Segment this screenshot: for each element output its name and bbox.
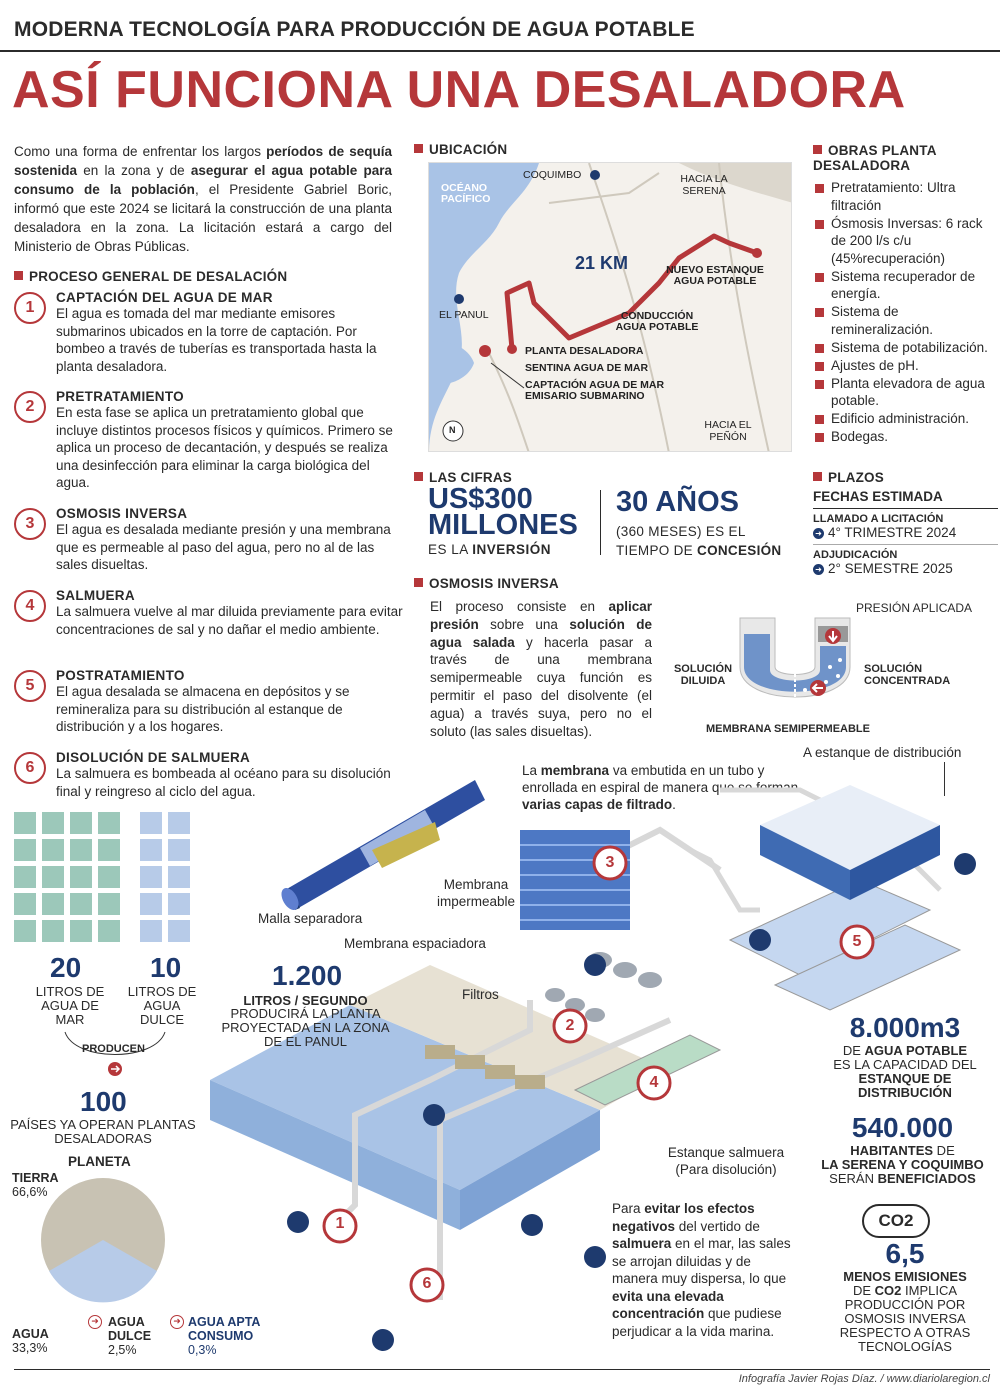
map-km-label: 21 KM [575,253,629,273]
map-graphic [429,163,792,452]
step-title: SALMUERA [56,588,135,603]
obras-item: Edificio administración. [813,410,998,428]
membrana-label: MEMBRANA SEMIPERMEABLE [706,723,870,735]
sea-liter-square [98,893,120,915]
osmosis-heading: OSMOSIS INVERSA [414,576,559,591]
fresh-liter-square [140,893,162,915]
step-number: 3 [14,508,46,540]
sea-liter-square [70,812,92,834]
impermeable-label: Membrana impermeable [436,877,516,909]
step-4 [14,588,404,638]
step-3 [14,506,404,574]
membrana-explain-text: La [522,763,541,778]
cap-text: DE [842,1043,865,1058]
sea-liter-square [14,893,36,915]
sea-liter-square [42,920,64,942]
intro-bold: asegurar el agua potable para consumo de la población [14,163,392,197]
kicker: MODERNA TECNOLOGÍA PARA PRODUCCIÓN DE AGUA POTABLE [14,18,695,41]
sea-liter-square [42,812,64,834]
diagram-step-4: 4 [649,1074,659,1091]
credit: Infografía Javier Rojas Díaz. / www.diariolaregion.cl [738,1373,990,1385]
filtros-label: Filtros [462,987,499,1002]
map-serena-label: HACIA LA SERENA [680,173,728,197]
malla-label: Malla separadora [258,911,363,926]
plazo-value: ➜ 4° TRIMESTRE 2024 [813,525,998,540]
obras-list [813,179,998,446]
agua-label [12,1327,49,1355]
plazo-title: LLAMADO A LICITACIÓN [813,513,944,525]
paises-value: 100 [80,1086,127,1117]
sea-liter-square [42,893,64,915]
producen-label: PRODUCEN [82,1043,145,1055]
diagram-step-5: 5 [852,933,862,950]
dulce-value: 10 [150,952,182,983]
diagram-step-3: 3 [605,854,615,871]
dulce-label: LITROS DE AGUA DULCE [127,984,197,1027]
fresh-liter-square [140,920,162,942]
step-text: El agua es desalada mediante presión y una membrana que es permeable al paso del agua, pero no al de las sales disueltas. [56,522,391,572]
sea-liter-square [98,866,120,888]
obras-item: Ajustes de pH. [813,357,998,375]
habitantes-value: 540.000 [851,1112,954,1143]
step-number: 5 [14,670,46,702]
fresh-liter-square [140,866,162,888]
step-2 [14,389,404,492]
planeta-dulce-pct: 2,5% [108,1343,137,1357]
cap-bold: ESTANQUE DE DISTRIBUCIÓN [858,1071,952,1100]
membrana-explain-bold: varias capas de filtrado [522,797,673,812]
step-title: PRETRATAMIENTO [56,389,184,404]
habitantes-block [805,1112,1000,1186]
page-title: ASÍ FUNCIONA UNA DESALADORA [12,61,906,119]
cifras-heading: LAS CIFRAS [414,470,512,485]
fresh-liter-square [168,893,190,915]
hab-text: DE [933,1143,955,1158]
diagram-step-6: 6 [422,1275,432,1292]
intro-text: en la zona y de [77,163,191,178]
hab-bold: BENEFICIADOS [877,1171,976,1186]
cap-bold: AGUA POTABLE [864,1043,968,1058]
obras-heading: OBRAS PLANTA DESALADORA [813,143,998,173]
sea-liter-square [42,866,64,888]
diagram-step-1: 1 [335,1215,345,1232]
osmosis-bold: solución de agua salada [430,616,653,650]
tierra-label [12,1171,59,1199]
efectos-part: Para [612,1201,645,1216]
plazo-value: ➜ 2° SEMESTRE 2025 [813,561,998,576]
sea-liter-square [70,866,92,888]
tierra-pct: 66,6% [12,1185,48,1199]
concesion-label-line: (360 MESES) ES EL [616,524,746,539]
step-5 [14,668,404,736]
co2-bold: MENOS EMISIONES [843,1269,967,1284]
hab-text: SERÁN [829,1171,878,1186]
efectos-part: del vertido de [675,1218,760,1234]
consumo-label [188,1315,278,1357]
map-captacion-label: CAPTACIÓN AGUA DE MAR EMISARIO SUBMARINO [525,379,665,402]
plazos-subheading: FECHAS ESTIMADA [813,489,998,509]
sea-liter-square [14,839,36,861]
obras-item: Ósmosis Inversas: 6 rack de 200 l/s c/u (45%recuperación) [813,215,998,268]
co2-bold: CO2 [874,1283,902,1298]
step-title: CAPTACIÓN DEL AGUA DE MAR [56,290,273,305]
capacidad-block [810,1012,1000,1100]
inversion-label [428,542,551,557]
salmuera-label: Estanque salmuera (Para disolución) [667,1145,785,1177]
presion-label: PRESIÓN APLICADA [856,601,973,615]
sea-liter-square [70,920,92,942]
fresh-liter-square [140,812,162,834]
concentrada-label: SOLUCIÓN CONCENTRADA [864,663,951,687]
sea-liter-square [98,839,120,861]
obras-item: Sistema de remineralización. [813,303,998,338]
espaciadora-label: Membrana espaciadora [344,936,486,951]
producen-arc [60,1030,170,1080]
obras-item: Sistema de potabilización. [813,339,998,357]
efectos-bold: evitar los efectos negativos [612,1201,755,1234]
tierra-name: TIERRA [12,1171,59,1185]
efectos-text [612,1200,792,1340]
diagram-step-2: 2 [565,1017,575,1034]
step-number: 4 [14,590,46,622]
map-sentina-label: SENTINA AGUA DE MAR [525,362,649,374]
hab-bold: LA SERENA Y COQUIMBO [821,1157,984,1172]
step-number: 1 [14,292,46,324]
planeta-heading: PLANETA [68,1154,131,1169]
efectos-bold: evita una elevada concentración [612,1288,724,1321]
obras-item: Sistema recuperador de energía. [813,268,998,303]
map-ocean-label: OCÉANO PACÍFICO [441,182,491,205]
sea-liter-square [14,812,36,834]
footer-rule [14,1369,990,1370]
step-text: El agua es tomada del mar mediante emisores submarinos ubicados en la torre de captación. Por bombeo a través de tuberías es transportada hasta la planta desaladora. [56,306,377,374]
consumo-pct: 0,3% [188,1343,217,1357]
sea-liter-square [98,812,120,834]
map-coquimbo-label: COQUIMBO [523,169,582,181]
plazo-title: ADJUDICACIÓN [813,544,998,561]
step-number: 6 [14,752,46,784]
concesion-label-bold: CONCESIÓN [697,543,782,558]
concesion-label [616,522,781,560]
hab-bold: HABITANTES [850,1143,934,1158]
diluida-label: SOLUCIÓN DILUIDA [673,663,733,687]
arrow-icon: ➜ [170,1315,184,1329]
sea-liter-square [70,893,92,915]
osmosis-text-part: sobre una [478,616,570,632]
fresh-liter-square [140,839,162,861]
obras-item: Planta elevadora de agua potable. [813,375,998,410]
lps-text: PRODUCIRÁ LA PLANTA PROYECTADA EN LA ZONA DE EL PANUL [221,1006,390,1049]
map-penon-label: HACIA EL PEÑÓN [704,419,752,443]
efectos-part: que pudiese perjudicar a la vida marina. [612,1306,782,1339]
water-grid [14,812,194,947]
map-planta-label: PLANTA DESALADORA [525,345,644,357]
capacidad-value: 8.000m3 [849,1012,961,1043]
step-title: DISOLUCIÓN DE SALMUERA [56,750,251,765]
step-text: En esta fase se aplica un pretratamiento global que incluye distintos procesos físicos y químicos. Primero se aplica un proceso de decantación, y después se realiza una desinfección para eliminar la carga biológica del agua. [56,405,393,490]
sea-liter-square [14,920,36,942]
mar-label: LITROS DE AGUA DE MAR [35,984,105,1027]
intro-text: , el Presidente Gabriel Boric, informó que este 2024 se licitará la construcción de una planta desaladora en la zona. La licitación estará a cargo del Ministerio de Obras Públicas. [14,182,392,254]
ubicacion-heading: UBICACIÓN [414,142,507,157]
agua-name: AGUA [12,1327,49,1341]
fresh-liter-square [168,812,190,834]
osmosis-bold: aplicar presión [430,599,652,632]
inversion-label-bold: INVERSIÓN [472,542,552,557]
sea-liter-square [42,839,64,861]
step-text: La salmuera vuelve al mar diluida previamente para evitar concentraciones de sal y no dañar el medio ambiente. [56,604,403,637]
co2-value: 6,5 [885,1238,925,1269]
concesion-label-text: TIEMPO DE [616,543,698,558]
membrana-explain-text: . [672,797,676,812]
estanque-dist-label: A estanque de distribución [803,745,962,760]
efectos-part: en el mar, las sales se arrojan diluidas y de manera muy dispersa, lo que [612,1236,791,1286]
fresh-liter-square [168,866,190,888]
sea-liter-square [14,866,36,888]
step-title: POSTRATAMIENTO [56,668,185,683]
consumo-name: AGUA APTA CONSUMO [188,1315,260,1343]
sea-liter-square [98,920,120,942]
plazos-panel [813,470,998,576]
cifras-divider [600,490,601,555]
step-text: La salmuera es bombeada al océano para su disolución final y reingreso al ciclo del agua. [56,766,391,799]
planeta-dulce-name: AGUA DULCE [108,1315,152,1343]
co2-text: IMPLICA PRODUCCIÓN POR OSMOSIS INVERSA RESPECTO A OTRAS TECNOLOGÍAS [839,1283,971,1354]
fresh-liter-square [168,839,190,861]
co2-cloud-icon: CO2 [862,1204,930,1238]
north-icon: N [449,425,456,435]
location-map [428,162,792,452]
arrow-icon: ➜ [88,1315,102,1329]
header-rule [0,50,1000,52]
agua-pct: 33,3% [12,1341,48,1355]
osmosis-text-part: y hacerla pasar a través de una membrana semipermeable cuya función es permitir el paso del disolvente (el agua) a través suya, pero no el soluto (las sales disueltas). [430,634,653,739]
intro-text: Como una forma de enfrentar los largos [14,144,267,159]
membrana-explain-bold: membrana [540,763,610,778]
obras-panel [813,143,998,446]
dulce-pct-label [108,1315,168,1357]
intro-bold: períodos de sequía sostenida [14,144,392,178]
fresh-liter-square [168,920,190,942]
inversion-value: US$300 MILLONES [428,483,578,541]
co2-block [820,1238,990,1354]
lps-unit: LITROS / SEGUNDO [243,993,368,1008]
obras-item: Bodegas. [813,428,998,446]
step-text: El agua desalada se almacena en depósitos y se remineraliza para su distribución al estanque de distribución y a los hogares. [56,684,350,734]
lps-value: 1.200 [272,960,343,991]
efectos-bold: salmuera [612,1236,672,1251]
osmosis-text-part: El proceso consiste en [430,599,609,614]
obras-item: Pretratamiento: Ultra filtración [813,179,998,214]
osmosis-u-tube [730,612,860,712]
intro-paragraph [14,142,392,256]
mar-value: 20 [50,952,82,983]
map-estanque-label: NUEVO ESTANQUE AGUA POTABLE [666,264,764,287]
step-1 [14,290,404,375]
osmosis-text [430,598,652,740]
step-title: OSMOSIS INVERSA [56,506,188,521]
inversion-label-text: ES LA [428,542,473,557]
concesion-value: 30 AÑOS [616,486,740,518]
co2-text: DE [852,1283,875,1298]
map-panul-label: EL PANUL [439,309,489,321]
plazos-heading: PLAZOS [813,470,998,485]
paises-label: PAÍSES YA OPERAN PLANTAS DESALADORAS [10,1117,196,1146]
proceso-heading: PROCESO GENERAL DE DESALACIÓN [14,269,287,284]
step-number: 2 [14,391,46,423]
membrana-explain-text: va embutida en un tubo y enrollada en espiral de manera que se forman [522,763,799,795]
map-conduccion-label: CONDUCCIÓN AGUA POTABLE [615,310,699,333]
sea-liter-square [70,839,92,861]
cap-text: ES LA CAPACIDAD DEL [833,1057,977,1072]
